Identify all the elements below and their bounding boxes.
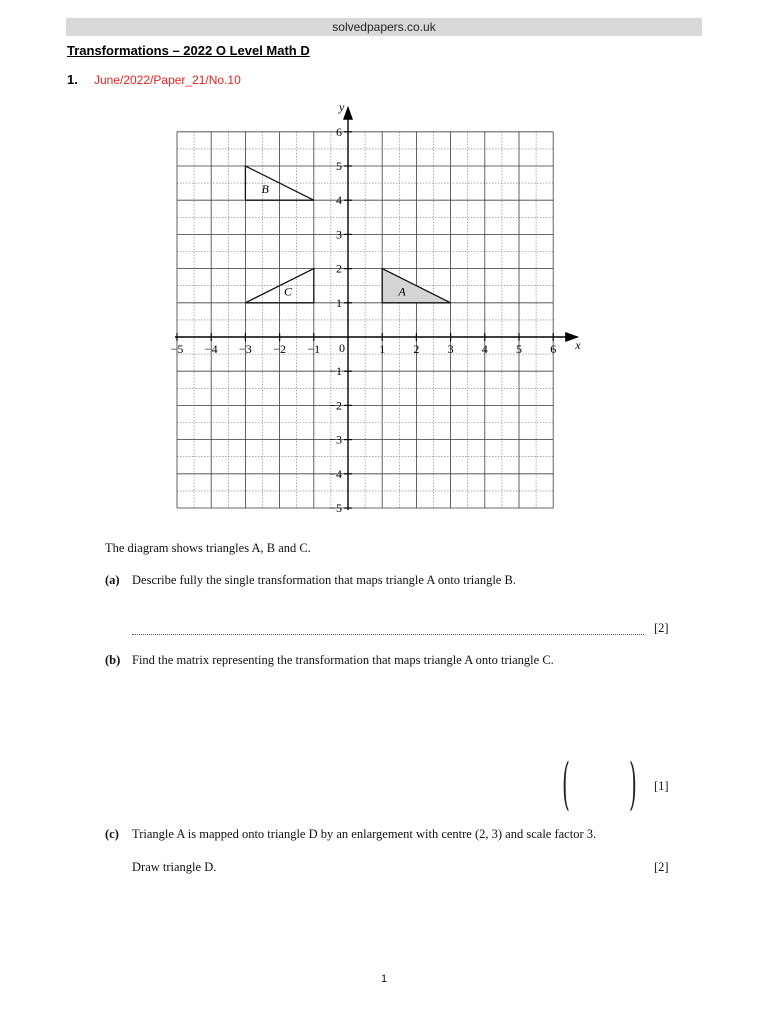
part-c-marks: [2] xyxy=(654,860,669,874)
y-tick-label: 4 xyxy=(336,193,342,208)
triangle-a-label: A xyxy=(398,284,406,299)
x-tick-label: −1 xyxy=(307,342,321,356)
y-tick-label: 3 xyxy=(336,227,342,242)
part-b-label: (b) xyxy=(105,653,121,667)
matrix-right-bracket: ) xyxy=(629,752,637,817)
x-tick-label: −3 xyxy=(239,342,252,356)
x-axis-label: x xyxy=(575,338,581,352)
part-b-marks: [1] xyxy=(654,779,669,793)
x-tick-label: −4 xyxy=(204,342,218,356)
part-a-text: Describe fully the single transformation that maps triangle A onto triangle B. xyxy=(132,573,516,587)
y-tick-label: −3 xyxy=(329,432,342,447)
question-number: 1. xyxy=(67,72,78,87)
part-a-marks: [2] xyxy=(654,621,669,635)
matrix-left-bracket: ( xyxy=(562,752,570,817)
triangle-c-label: C xyxy=(283,284,293,299)
y-tick-label: −5 xyxy=(329,501,342,515)
intro-text: The diagram shows triangles A, B and C. xyxy=(105,541,311,555)
page-number: 1 xyxy=(380,973,388,985)
x-tick-label: 1 xyxy=(379,342,386,356)
x-tick-label: −2 xyxy=(273,342,286,356)
x-tick-label: −5 xyxy=(170,342,184,356)
y-tick-label: −4 xyxy=(329,466,342,481)
part-c-instruction: Draw triangle D. xyxy=(132,860,217,874)
y-axis-arrow xyxy=(343,106,353,120)
answer-line-a[interactable] xyxy=(132,626,644,635)
x-tick-label: 2 xyxy=(413,342,420,356)
y-tick-label: 1 xyxy=(336,295,342,310)
site-name: solvedpapers.co.uk xyxy=(332,20,436,34)
question-reference: June/2022/Paper_21/No.10 xyxy=(94,73,241,87)
y-tick-label: −1 xyxy=(329,364,342,379)
y-axis-label: y xyxy=(339,99,345,114)
part-c-label: (c) xyxy=(105,827,119,841)
triangle-b-label: B xyxy=(261,181,269,196)
origin-label: 0 xyxy=(339,341,345,355)
y-tick-label: 2 xyxy=(336,261,342,276)
y-tick-label: −2 xyxy=(329,398,342,413)
x-tick-label: 6 xyxy=(550,342,557,356)
y-tick-label: 5 xyxy=(336,159,342,173)
part-a-label: (a) xyxy=(105,573,120,587)
x-tick-label: 3 xyxy=(447,342,454,356)
part-b-text: Find the matrix representing the transformation that maps triangle A onto triangle C. xyxy=(132,653,554,667)
y-tick-label: 6 xyxy=(336,124,342,139)
x-tick-label: 5 xyxy=(516,342,522,356)
document-title: Transformations – 2022 O Level Math D xyxy=(67,43,310,58)
x-tick-label: 4 xyxy=(481,342,488,356)
part-c-text: Triangle A is mapped onto triangle D by an enlargement with centre (2, 3) and scale factor 3. xyxy=(132,827,597,841)
